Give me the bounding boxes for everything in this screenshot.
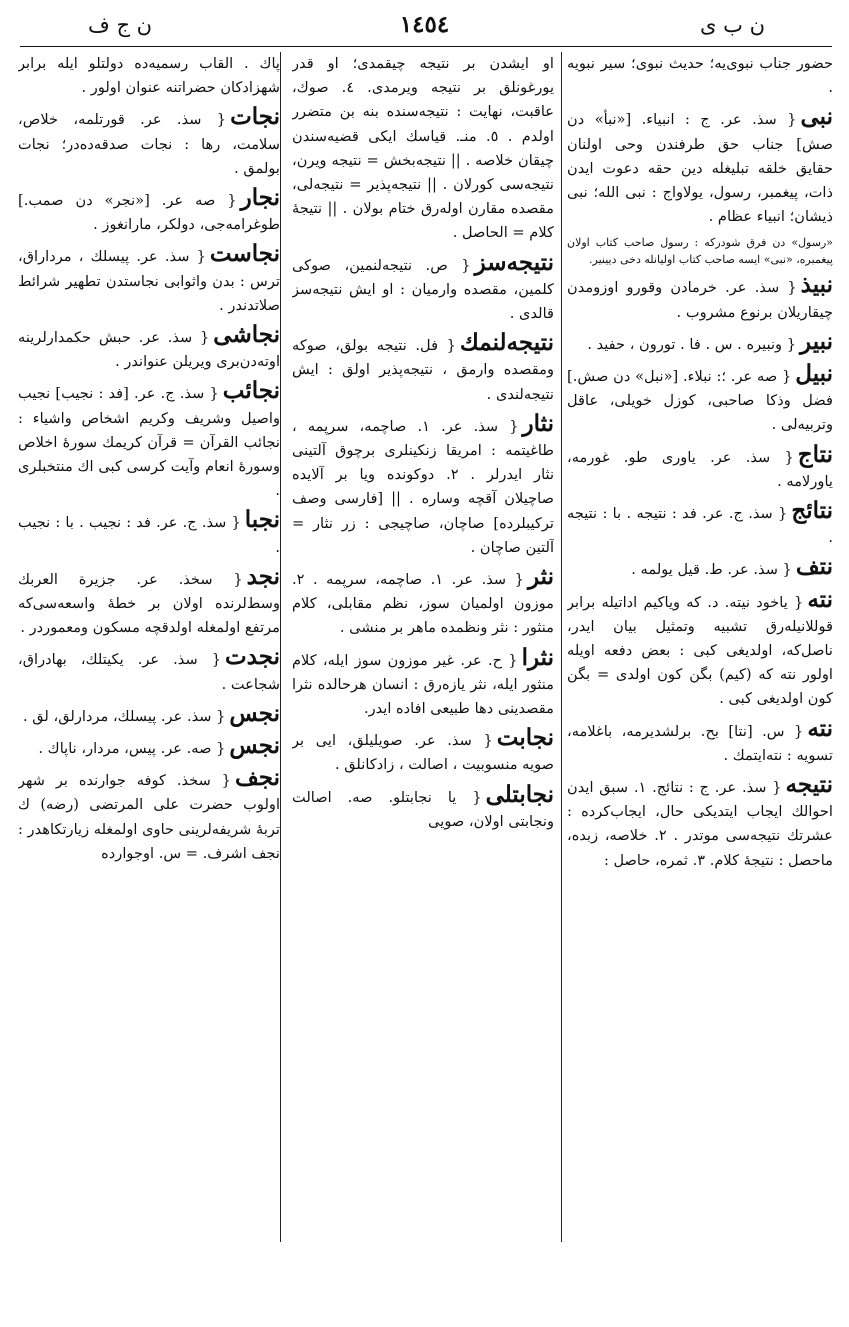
entry-definition: { صه عر. ؛: نبلاء. [«نبل» دن صش.] فضل وذکا صاحبی، کوزل خویلی، عاقل وتربیه‌لی . xyxy=(567,368,833,434)
entry-definition: { سذ. عر. پیسلك ، مرداراق، ترس : بدن واثوابی نجاستدن تطهیر شرائط صلاتدندر . xyxy=(18,248,280,314)
dictionary-entry xyxy=(292,726,554,777)
dictionary-entry xyxy=(18,52,280,100)
entry-definition: { صه. عر. پیس، مردار، ناپاك . xyxy=(38,740,226,758)
entry-definition: { سذ. ج. عر. فد : نتیجه . با : نتیجه . xyxy=(567,505,833,547)
entry-definition: { سذ. عر. ١. صاچمه، سرپمه . ٢. موزون اولمیان سوز، نظم مقابلی، کلام منثور : نثر ونظمده ماهر بر منشی . xyxy=(292,571,554,637)
entry-definition: او ایشدن بر نتیجه چیقمدی؛ او قدر یورغونلق بر نتیجه ویرمدی. ٤. صوك، عاقبت، نهایت : نتیجه‌سنده بنه بن متضرر اولدم . ٥. منـ. قیاسك ایکی قضیه‌سندن چیقان خلاصه . || نتیجه‌بخش = نتیجه ویرن، نتیجه‌سی کورلان . || نتیجه‌پذیر = نتیجه‌لی، مقصده مقارن اوله‌رق ختام بولان . || نتیجهٔ کلام = الحاصل . xyxy=(292,55,554,242)
entry-definition: { سخذ. کوفه جوارنده بر شهر اولوب حضرت علی المرتضی (رضه) ك تربهٔ شریفه‌لرینی حاوی اولمغله زیارتکاهدر : نجف اشرف. = س. اوجوارده xyxy=(18,772,280,862)
dictionary-entry xyxy=(567,773,833,873)
dictionary-entry xyxy=(18,562,280,641)
header-rule xyxy=(20,46,832,47)
page-number: ١٤٥٤ xyxy=(399,11,450,38)
dictionary-entry xyxy=(18,699,280,729)
dictionary-entry xyxy=(18,105,280,181)
entry-definition: { سذ. عر. یکیتلك، بهادراق، شجاعت . xyxy=(18,651,280,693)
dictionary-entry xyxy=(567,327,833,357)
entry-definition: { سذ. عر. ج : انبیاء. [«نبأ» دن صش] جناب حق طرفندن وحی اولنان حقایق خلقه تبلیغله دین حقه دعوت ایدن ذات، پیغمبر، رسول، یولاواج : نبی الله؛ نبی ذیشان؛ انبیاء عظام . xyxy=(567,111,833,226)
dictionary-entry xyxy=(292,331,554,407)
column-left xyxy=(18,52,280,1242)
entry-headword: نجابتلی xyxy=(485,780,554,808)
entry-definition: { یا نجابتلو. صه. اصالت ونجابتی اولان، صویی xyxy=(292,788,554,830)
entry-headword: نته xyxy=(807,714,833,742)
dictionary-entry xyxy=(567,105,833,229)
entry-headword: نجات xyxy=(230,103,280,131)
dictionary-columns xyxy=(18,52,834,1242)
entry-headword: نبی xyxy=(800,103,833,131)
entry-headword: نبیر xyxy=(800,327,833,355)
entry-headword: نجف xyxy=(234,764,280,792)
dictionary-entry xyxy=(18,323,280,374)
entry-definition: { سخذ. عر. جزیرة العربك وسط‌لرنده اولان بر خطهٔ واسعه‌سی‌که مرتفع اولمغله اولدقچه مسکون ومعموردر . xyxy=(18,570,280,637)
dictionary-entry xyxy=(567,499,833,550)
dictionary-entry xyxy=(292,248,554,327)
entry-headword: نجاست xyxy=(209,240,280,268)
entry-definition: { سذ. عر. یاوری طو. غورمه، یاورلامه . xyxy=(567,448,833,490)
entry-definition: { سذ. عر. ط. قیل یولمه . xyxy=(631,561,792,579)
entry-definition: { سذ. عر. ج : نتائج. ١. سبق ایدن احوالك ایجاب ایتدیکی حال، ایجاب‌کرده : عشرتك نتیجه‌سی موتدر . ٢. خلاصه، زبده، ماحصل : نتیجهٔ کلام. ٣. ثمره، حاصل : xyxy=(567,779,833,869)
dictionary-entry xyxy=(567,585,833,712)
entry-definition: پاك . القاب رسمیه‌ده دولتلو ایله برابر شهزادکان حضراتنه عنوان اولور . xyxy=(18,55,280,97)
entry-definition: «رسول» دن فرق شودرکه : رسول صاحب کتاب اولان پیغمبره، «نبی» ایسه صاحب کتاب اولیانله دخی دیینیر. xyxy=(567,236,833,267)
dictionary-entry xyxy=(567,440,833,494)
dictionary-entry xyxy=(18,242,280,318)
entry-headword: نجدت xyxy=(225,643,280,671)
entry-headword: نثار xyxy=(522,409,554,437)
entry-headword: نتائج xyxy=(791,497,833,525)
entry-headword: نجابت xyxy=(496,724,554,752)
entry-definition: { فل. نتیجه بولق، صوکه ومقصده وارمق ، نتیجه‌پذیر اولق : ایش نتیجه‌لندی . xyxy=(292,337,554,403)
header-right-letters: ن ب ی xyxy=(700,13,765,37)
entry-headword: نبیل xyxy=(795,360,833,388)
entry-headword: نتاج xyxy=(797,440,833,468)
entry-headword: نثرا xyxy=(521,643,554,671)
entry-definition: { سذ. عر. حبش حکمدارلرینه اوته‌دن‌بری ویریلن عنواندر . xyxy=(18,329,280,371)
dictionary-entry xyxy=(18,734,280,761)
entry-headword: نجس xyxy=(229,699,280,727)
dictionary-entry xyxy=(567,555,833,582)
column-middle xyxy=(292,52,554,1242)
entry-headword: نجس xyxy=(229,732,280,760)
dictionary-entry xyxy=(18,186,280,237)
dictionary-entry xyxy=(18,379,280,503)
dictionary-entry xyxy=(292,409,554,560)
entry-headword: نجاشی xyxy=(213,321,280,349)
entry-definition: { سذ. ج. عر. [فد : نجیب] نجیب واصیل وشریف وکریم اشخاص واشیاء : نجائب القرآن = قرآن کریمك سورهٔ اخلاص وسورهٔ انعام وآیت کرسی کبی اك منتخبلری . xyxy=(18,385,280,500)
dictionary-entry xyxy=(18,766,280,866)
entry-definition: { سذ. عر. ١. صاچمه، سرپمه ، طاغیتمه : امریقا زنکینلری برچوق آلتینی نثار ایدرلر . ٢. دوکونده ویا بر آلایده صاچیلان آقچه وساره . || [فارسی وصف ترکیبلرده] صاچان، صاچیجی : زر نثار = آلتین صاچان . xyxy=(292,417,554,556)
entry-headword: نجار xyxy=(240,184,280,212)
dictionary-entry xyxy=(18,508,280,559)
entry-definition: { سذ. ج. عر. فد : نجیب . با : نجیب . xyxy=(18,514,280,556)
entry-definition: { ونبیره . س . فا . تورون ، حفید . xyxy=(587,335,797,353)
dictionary-entry xyxy=(18,645,280,696)
column-divider xyxy=(561,52,562,1242)
entry-headword: نتیجه‌سز xyxy=(474,248,554,276)
entry-definition: { سذ. عر. خرمادن وقورو اوزومدن چیقاریلان برنوع مشروب . xyxy=(567,279,833,321)
dictionary-entry xyxy=(567,273,833,324)
dictionary-entry xyxy=(292,643,554,722)
column-divider xyxy=(280,52,281,1242)
entry-headword: نثر xyxy=(527,563,554,591)
dictionary-entry xyxy=(292,780,554,834)
entry-definition: { س. [نتا] بح. برلشدیرمه، باغلامه، تسویه : نته‌ایتمك . xyxy=(567,722,833,764)
dictionary-entry xyxy=(567,714,833,768)
entry-headword: نجبا xyxy=(244,506,280,534)
entry-definition: { یاخود نیته. د. که ویاکیم اداتیله برابر قوللانیله‌رق تشبیه وتمثیل بیان ایدر، ناصل‌که، اولدیغی کبی : بعض دفعه اویله اولور نته که (کیم) بگن کون اولدی = بگن کون اولدیغی کبی . xyxy=(567,593,833,708)
entry-headword: نتیجه xyxy=(785,771,833,799)
entry-headword: نته xyxy=(807,585,833,613)
entry-definition: { سذ. عر. صویلیلق، ایی بر صویه منسوبیت ، اصالت ، زادکانلق . xyxy=(292,732,554,774)
dictionary-entry xyxy=(292,565,554,641)
entry-headword: نبیذ xyxy=(800,271,833,299)
dictionary-entry xyxy=(567,52,833,100)
column-right xyxy=(567,52,833,1242)
entry-definition: حضور جناب نبوی‌یه؛ حدیث نبوی؛ سیر نبویه . xyxy=(567,55,833,97)
page-header xyxy=(0,8,849,42)
entry-definition: { سذ. عر. قورتلمه، خلاص، سلامت، رها : نجات صدقه‌ده‌در؛ نجات بولمق . xyxy=(18,111,280,177)
entry-definition: { ص. نتیجه‌لنمین، صوکی کلمین، مقصده وارمیان : او ایش نتیجه‌سز قالدی . xyxy=(292,256,554,323)
entry-headword: نتیجه‌لنمك xyxy=(459,329,554,357)
entry-definition: { ح. عر. غیر موزون سوز ایله، کلام منثور ایله، نثر یازه‌رق : انسان هرحالده نثرا مقصدینی دها طبیعی افاده ایدر. xyxy=(292,651,554,718)
entry-definition: { سذ. عر. پیسلك، مردارلق، لق . xyxy=(22,707,226,725)
entry-headword: نتف xyxy=(795,553,833,581)
dictionary-entry xyxy=(567,234,833,268)
dictionary-entry xyxy=(292,52,554,246)
entry-headword: نجد xyxy=(246,562,280,590)
entry-headword: نجائب xyxy=(222,377,280,405)
dictionary-entry xyxy=(567,362,833,438)
entry-definition: { صه عر. [«نجر» دن صمب.] طوغرامه‌جی، دولکر، مارانغوز . xyxy=(18,192,280,234)
header-left-letters: ن ج ف xyxy=(88,13,153,37)
